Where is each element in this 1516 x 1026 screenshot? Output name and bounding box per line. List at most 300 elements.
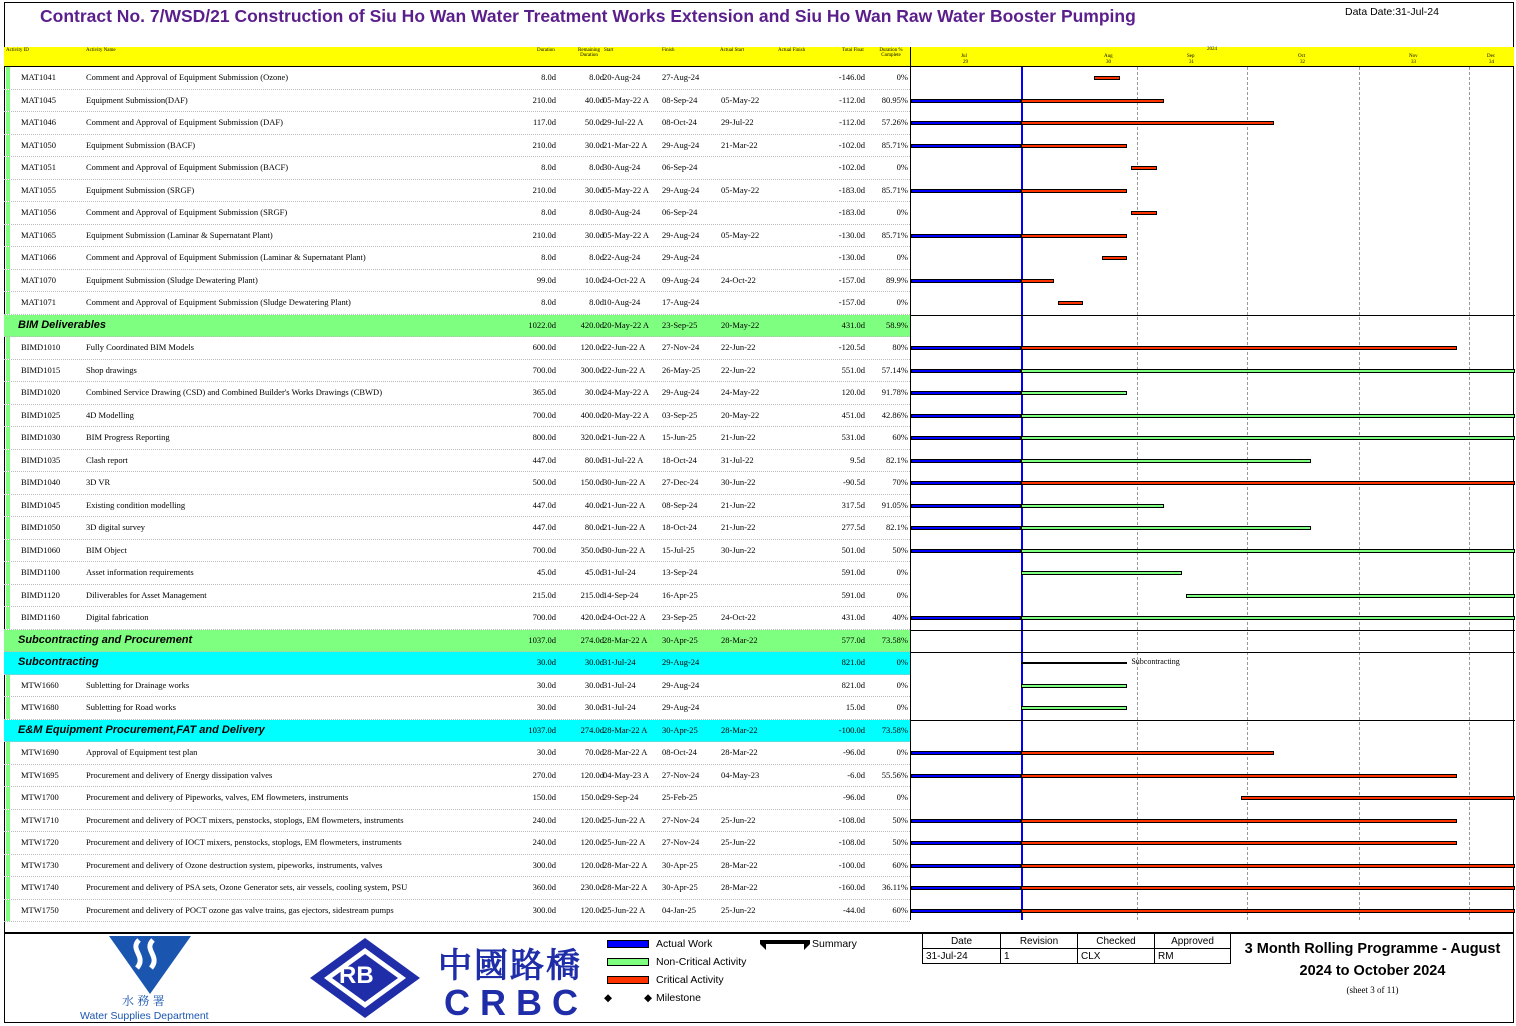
remaining-duration: 120.0d — [580, 814, 604, 825]
row-indent-bar — [6, 810, 10, 832]
total-float: -100.0d — [838, 724, 865, 735]
table-row — [4, 877, 910, 900]
rev-date: 31-Jul-24 — [923, 949, 1001, 964]
percent-complete: 50% — [892, 814, 908, 825]
critical-bar — [1021, 774, 1457, 778]
finish-date: 29-Aug-24 — [662, 139, 700, 150]
duration: 8.0d — [541, 297, 556, 307]
remaining-duration: 120.0d — [580, 837, 604, 847]
finish-date: 30-Apr-25 — [662, 882, 698, 892]
timescale-month: Oct — [1298, 54, 1306, 59]
critical-bar — [1021, 751, 1274, 755]
table-row — [4, 832, 910, 855]
remaining-duration: 30.0d — [584, 229, 604, 240]
activity-name: Combined Service Drawing (CSD) and Combined Builder's Works Drawings (CBWD) — [86, 387, 383, 397]
group-row — [4, 630, 910, 653]
total-float: 120.0d — [841, 387, 865, 397]
actual-work-bar — [911, 144, 1021, 148]
start-date: 30-Aug-24 — [603, 207, 641, 217]
activity-id: MAT1050 — [21, 139, 56, 150]
group-name: Subcontracting and Procurement — [18, 633, 193, 646]
start-date: 22-Aug-24 — [603, 252, 641, 262]
noncritical-bar — [1021, 571, 1182, 575]
summary-bar — [1021, 662, 1127, 664]
percent-complete: 57.14% — [881, 364, 908, 375]
row-indent-bar — [6, 225, 10, 247]
remaining-duration: 120.0d — [580, 859, 604, 870]
gridline — [1247, 67, 1248, 920]
total-float: 9.5d — [850, 454, 865, 465]
actual-start: 05-May-22 — [721, 184, 760, 195]
actual-start: 24-May-22 — [721, 387, 760, 397]
percent-complete: 85.71% — [881, 184, 908, 195]
summary-icon — [760, 940, 810, 950]
actual-work-bar — [911, 481, 1021, 485]
percent-complete: 0% — [896, 657, 908, 667]
total-float: 591.0d — [841, 567, 865, 577]
start-date: 28-Mar-22 A — [603, 724, 648, 735]
percent-complete: 0% — [896, 567, 908, 577]
remaining-duration: 350.0d — [580, 544, 604, 555]
activity-id: MAT1041 — [21, 72, 56, 82]
duration: 210.0d — [532, 229, 556, 240]
remaining-duration: 120.0d — [580, 342, 604, 352]
duration: 700.0d — [532, 409, 556, 420]
finish-date: 18-Oct-24 — [662, 454, 697, 465]
activity-name: 3D digital survey — [86, 522, 146, 532]
rev-header-checked: Checked — [1078, 934, 1155, 949]
row-indent-bar — [6, 607, 10, 629]
actual-start: 30-Jun-22 — [721, 477, 756, 487]
finish-date: 27-Nov-24 — [662, 769, 700, 780]
total-float: 821.0d — [841, 679, 865, 690]
row-indent-bar — [6, 405, 10, 427]
remaining-duration: 274.0d — [580, 634, 604, 645]
percent-complete: 0% — [896, 747, 908, 757]
data-date-line — [1021, 67, 1023, 920]
total-float: 577.0d — [841, 634, 865, 645]
table-row — [4, 360, 910, 383]
duration: 447.0d — [532, 499, 556, 510]
table-row — [4, 225, 910, 248]
total-float: -102.0d — [838, 139, 865, 150]
actual-work-bar — [911, 346, 1021, 350]
percent-complete: 73.58% — [881, 724, 908, 735]
actual-start: 21-Mar-22 — [721, 139, 758, 150]
activity-name: Diliverables for Asset Management — [86, 589, 207, 600]
activity-name: Procurement and delivery of Pipeworks, valves, EM flowmeters, instruments — [86, 792, 349, 802]
actual-start: 22-Jun-22 — [721, 364, 756, 375]
table-row — [4, 855, 910, 878]
activity-name: Equipment Submission (Sludge Dewatering Plant) — [86, 274, 258, 285]
duration: 210.0d — [532, 94, 556, 105]
activity-name: Digital fabrication — [86, 612, 149, 622]
duration: 700.0d — [532, 544, 556, 555]
activity-id: BIMD1025 — [21, 409, 61, 420]
duration: 300.0d — [532, 859, 556, 870]
actual-start: 22-Jun-22 — [721, 342, 756, 352]
total-float: 15.0d — [845, 702, 865, 712]
critical-bar — [1021, 144, 1127, 148]
revision-table — [922, 933, 1231, 964]
total-float: -157.0d — [838, 274, 865, 285]
duration: 700.0d — [532, 364, 556, 375]
finish-date: 06-Sep-24 — [662, 207, 698, 217]
table-row — [4, 180, 910, 203]
actual-start: 05-May-22 — [721, 94, 760, 105]
table-row — [4, 67, 910, 90]
finish-date: 27-Nov-24 — [662, 814, 700, 825]
start-date: 28-Mar-22 A — [603, 882, 648, 892]
activity-id: BIMD1100 — [21, 567, 60, 577]
timescale-year: 2024 — [1207, 47, 1217, 52]
percent-complete: 0% — [896, 792, 908, 802]
duration: 30.0d — [536, 679, 556, 690]
noncritical-bar — [1186, 594, 1515, 598]
actual-start: 21-Jun-22 — [721, 499, 756, 510]
legend-noncritical-swatch — [607, 958, 649, 966]
milestone-icon: ◆ — [644, 992, 653, 1004]
duration: 270.0d — [532, 769, 556, 780]
start-date: 24-Oct-22 A — [603, 612, 646, 622]
total-float: -112.0d — [839, 94, 865, 105]
remaining-duration: 320.0d — [580, 432, 604, 442]
start-date: 20-Aug-24 — [603, 72, 641, 82]
start-date: 10-Aug-24 — [603, 297, 641, 307]
row-indent-bar — [6, 562, 10, 584]
row-indent-bar — [6, 157, 10, 179]
table-row — [4, 540, 910, 563]
row-indent-bar — [6, 112, 10, 134]
finish-date: 25-Feb-25 — [662, 792, 698, 802]
actual-work-bar — [911, 99, 1021, 103]
percent-complete: 85.71% — [881, 229, 908, 240]
crbc-english: C R B C — [444, 982, 578, 1023]
duration: 365.0d — [532, 387, 556, 397]
finish-date: 23-Sep-25 — [662, 612, 698, 622]
remaining-duration: 215.0d — [580, 589, 604, 600]
noncritical-bar — [1021, 436, 1515, 440]
activity-name: Comment and Approval of Equipment Submission (SRGF) — [86, 207, 288, 217]
start-date: 30-Jun-22 A — [603, 477, 646, 487]
document-title: Contract No. 7/WSD/21 Construction of Siu Ho Wan Water Treatment Works Extension and Siu Ho Wan Raw Water Booster Pumping — [40, 6, 1136, 26]
remaining-duration: 8.0d — [589, 162, 604, 172]
rev-header-date: Date — [923, 934, 1001, 949]
start-date: 28-Mar-22 A — [603, 747, 648, 757]
duration: 30.0d — [536, 747, 556, 757]
actual-work-bar — [911, 504, 1021, 508]
remaining-duration: 30.0d — [584, 184, 604, 195]
percent-complete: 0% — [896, 252, 908, 262]
total-float: -183.0d — [838, 184, 865, 195]
duration: 600.0d — [532, 342, 556, 352]
finish-date: 30-Apr-25 — [662, 724, 698, 735]
activity-name: Comment and Approval of Equipment Submission (Laminar & Supernatant Plant) — [86, 252, 366, 262]
remaining-duration: 30.0d — [584, 679, 604, 690]
table-row — [4, 202, 910, 225]
start-date: 21-Jun-22 A — [603, 499, 646, 510]
activity-id: MTW1710 — [21, 814, 59, 825]
percent-complete: 50% — [892, 837, 908, 847]
finish-date: 29-Aug-24 — [662, 184, 700, 195]
table-row — [4, 247, 910, 270]
table-row — [4, 90, 910, 113]
noncritical-bar — [1021, 414, 1515, 418]
programme-title: 3 Month Rolling Programme - August 2024 to October 2024 — [1244, 941, 1501, 979]
start-date: 14-Sep-24 — [603, 589, 639, 600]
percent-complete: 60% — [892, 432, 908, 442]
percent-complete: 60% — [892, 904, 908, 915]
timescale-week: 32 — [1300, 60, 1305, 65]
actual-start: 24-Oct-22 — [721, 274, 756, 285]
critical-bar — [1094, 76, 1120, 80]
start-date: 31-Jul-24 — [603, 702, 636, 712]
percent-complete: 0% — [896, 297, 908, 307]
group-name: E&M Equipment Procurement,FAT and Delivery — [18, 723, 265, 736]
critical-bar — [1021, 909, 1515, 913]
finish-date: 08-Sep-24 — [662, 499, 698, 510]
summary-label: Subcontracting — [1131, 657, 1180, 666]
duration: 30.0d — [536, 702, 556, 712]
critical-bar — [1058, 301, 1084, 305]
finish-date: 13-Sep-24 — [662, 567, 698, 577]
row-indent-bar — [6, 450, 10, 472]
actual-start: 30-Jun-22 — [721, 544, 756, 555]
actual-work-bar — [911, 391, 1021, 395]
gantt-chart — [910, 67, 1514, 920]
activity-id: MAT1065 — [21, 229, 56, 240]
actual-start: 28-Mar-22 — [721, 882, 758, 892]
finish-date: 27-Nov-24 — [662, 837, 700, 847]
duration: 99.0d — [536, 274, 556, 285]
table-row — [4, 585, 910, 608]
start-date: 20-May-22 A — [603, 409, 650, 420]
group-separator — [911, 315, 1515, 316]
actual-work-bar — [911, 234, 1021, 238]
actual-work-bar — [911, 909, 1021, 913]
duration: 8.0d — [541, 72, 556, 82]
critical-bar — [1021, 189, 1127, 193]
percent-complete: 55.56% — [881, 769, 908, 780]
table-header — [4, 47, 910, 67]
table-row — [4, 382, 910, 405]
critical-bar — [1021, 841, 1457, 845]
total-float: 451.0d — [841, 409, 865, 420]
table-row — [4, 472, 910, 495]
duration: 30.0d — [536, 657, 556, 667]
start-date: 29-Jul-22 A — [603, 117, 644, 127]
total-float: -96.0d — [843, 747, 865, 757]
start-date: 31-Jul-22 A — [603, 454, 644, 465]
finish-date: 29-Aug-24 — [662, 657, 700, 667]
total-float: -160.0d — [838, 882, 865, 892]
group-row — [4, 720, 910, 743]
start-date: 21-Jun-22 A — [603, 432, 646, 442]
group-row — [4, 315, 910, 338]
remaining-duration: 8.0d — [589, 252, 604, 262]
activity-id: BIMD1050 — [21, 522, 61, 532]
col-start: Start — [604, 48, 614, 53]
start-date: 31-Jul-24 — [603, 657, 636, 667]
critical-bar — [1021, 481, 1515, 485]
activity-id: BIMD1035 — [21, 454, 61, 465]
remaining-duration: 40.0d — [584, 94, 604, 105]
duration: 447.0d — [532, 454, 556, 465]
legend-critical: Critical Activity — [656, 974, 724, 986]
gridline — [1469, 67, 1470, 920]
table-row — [4, 337, 910, 360]
percent-complete: 89.9% — [886, 274, 908, 285]
total-float: -120.5d — [838, 342, 865, 352]
finish-date: 27-Aug-24 — [662, 72, 700, 82]
finish-date: 04-Jan-25 — [662, 904, 696, 915]
total-float: 551.0d — [841, 364, 865, 375]
remaining-duration: 70.0d — [584, 747, 604, 757]
row-indent-bar — [6, 697, 10, 719]
percent-complete: 42.86% — [881, 409, 908, 420]
activity-name: Equipment Submission (Laminar & Supernatant Plant) — [86, 229, 273, 240]
start-date: 05-May-22 A — [603, 94, 650, 105]
percent-complete: 0% — [896, 72, 908, 82]
percent-complete: 0% — [896, 162, 908, 172]
remaining-duration: 8.0d — [589, 207, 604, 217]
row-indent-bar — [6, 202, 10, 224]
activity-name: 3D VR — [86, 477, 111, 487]
finish-date: 27-Nov-24 — [662, 342, 700, 352]
activity-name: Procurement and delivery of POCT mixers, penstocks, stoplogs, EM flowmeters, instruments — [86, 814, 404, 825]
table-row — [4, 765, 910, 788]
finish-date: 29-Aug-24 — [662, 702, 700, 712]
finish-date: 18-Oct-24 — [662, 522, 697, 532]
legend-actual: Actual Work — [656, 938, 713, 950]
row-indent-bar — [6, 427, 10, 449]
activity-id: MAT1055 — [21, 184, 56, 195]
duration: 240.0d — [532, 814, 556, 825]
activity-id: BIMD1060 — [21, 544, 61, 555]
duration: 500.0d — [532, 477, 556, 487]
timescale-month: Nov — [1409, 54, 1418, 59]
percent-complete: 80.95% — [881, 94, 908, 105]
col-pct: Duration % Complete — [879, 48, 903, 58]
duration: 215.0d — [532, 589, 556, 600]
actual-work-bar — [911, 549, 1021, 553]
finish-date: 08-Oct-24 — [662, 117, 697, 127]
total-float: -108.0d — [838, 814, 865, 825]
finish-date: 08-Oct-24 — [662, 747, 697, 757]
start-date: 25-Jun-22 A — [603, 837, 646, 847]
wsd-logo-icon — [109, 936, 191, 994]
critical-bar — [1241, 796, 1515, 800]
activity-id: BIMD1030 — [21, 432, 61, 442]
table-row — [4, 427, 910, 450]
actual-start: 25-Jun-22 — [721, 814, 756, 825]
activity-name: Approval of Equipment test plan — [86, 747, 198, 757]
actual-work-bar — [911, 526, 1021, 530]
row-indent-bar — [6, 675, 10, 697]
actual-work-bar — [911, 279, 1021, 283]
total-float: 591.0d — [841, 589, 865, 600]
start-date: 28-Mar-22 A — [603, 859, 648, 870]
finish-date: 30-Apr-25 — [662, 634, 698, 645]
actual-work-bar — [911, 459, 1021, 463]
noncritical-bar — [1021, 616, 1515, 620]
remaining-duration: 420.0d — [580, 319, 604, 330]
activity-name: Subletting for Drainage works — [86, 679, 190, 690]
table-row — [4, 495, 910, 518]
remaining-duration: 230.0d — [580, 882, 604, 892]
finish-date: 06-Sep-24 — [662, 162, 698, 172]
noncritical-bar — [1021, 706, 1127, 710]
finish-date: 29-Aug-24 — [662, 387, 700, 397]
percent-complete: 73.58% — [881, 634, 908, 645]
legend-actual-swatch — [607, 940, 649, 948]
activity-name: BIM Progress Reporting — [86, 432, 170, 442]
finish-date: 29-Aug-24 — [662, 229, 700, 240]
total-float: -102.0d — [838, 162, 865, 172]
duration: 700.0d — [532, 612, 556, 622]
remaining-duration: 30.0d — [584, 657, 604, 667]
col-total-float: Total Float — [842, 48, 864, 53]
activity-id: MTW1690 — [21, 747, 59, 757]
table-row — [4, 292, 910, 315]
table-row — [4, 112, 910, 135]
total-float: 317.5d — [841, 499, 865, 510]
remaining-duration: 45.0d — [584, 567, 604, 577]
activity-name: Procurement and delivery of Energy dissipation valves — [86, 769, 273, 780]
actual-work-bar — [911, 121, 1021, 125]
col-duration: Duration — [537, 48, 555, 53]
activity-id: MAT1046 — [21, 117, 56, 127]
start-date: 21-Jun-22 A — [603, 522, 646, 532]
start-date: 22-Jun-22 A — [603, 364, 646, 375]
activity-id: MTW1750 — [21, 904, 59, 915]
row-indent-bar — [6, 495, 10, 517]
gridline — [1137, 67, 1138, 920]
start-date: 31-Jul-24 — [603, 567, 636, 577]
finish-date: 15-Jun-25 — [662, 432, 697, 442]
actual-work-bar — [911, 774, 1021, 778]
critical-bar — [1021, 234, 1127, 238]
row-indent-bar — [6, 765, 10, 787]
actual-work-bar — [911, 189, 1021, 193]
start-date: 31-Jul-24 — [603, 679, 636, 690]
actual-work-bar — [911, 436, 1021, 440]
group-separator — [911, 652, 1515, 653]
remaining-duration: 50.0d — [584, 117, 604, 127]
actual-work-bar — [911, 886, 1021, 890]
row-indent-bar — [6, 247, 10, 269]
actual-start: 20-May-22 — [721, 409, 760, 420]
finish-date: 27-Dec-24 — [662, 477, 699, 487]
start-date: 30-Jun-22 A — [603, 544, 646, 555]
actual-start: 29-Jul-22 — [721, 117, 754, 127]
actual-start: 25-Jun-22 — [721, 837, 756, 847]
critical-bar — [1021, 346, 1457, 350]
timescale-week: 33 — [1411, 60, 1416, 65]
percent-complete: 82.1% — [886, 522, 908, 532]
start-date: 24-May-22 A — [603, 387, 650, 397]
activity-name: Equipment Submission (SRGF) — [86, 184, 195, 195]
finish-date: 03-Sep-25 — [662, 409, 698, 420]
activity-name: Asset information requirements — [86, 567, 194, 577]
row-indent-bar — [6, 877, 10, 899]
actual-start: 28-Mar-22 — [721, 747, 758, 757]
finish-date: 09-Aug-24 — [662, 274, 700, 285]
activity-id: BIMD1160 — [21, 612, 60, 622]
finish-date: 29-Aug-24 — [662, 252, 700, 262]
actual-start: 31-Jul-22 — [721, 454, 754, 465]
finish-date: 16-Apr-25 — [662, 589, 698, 600]
